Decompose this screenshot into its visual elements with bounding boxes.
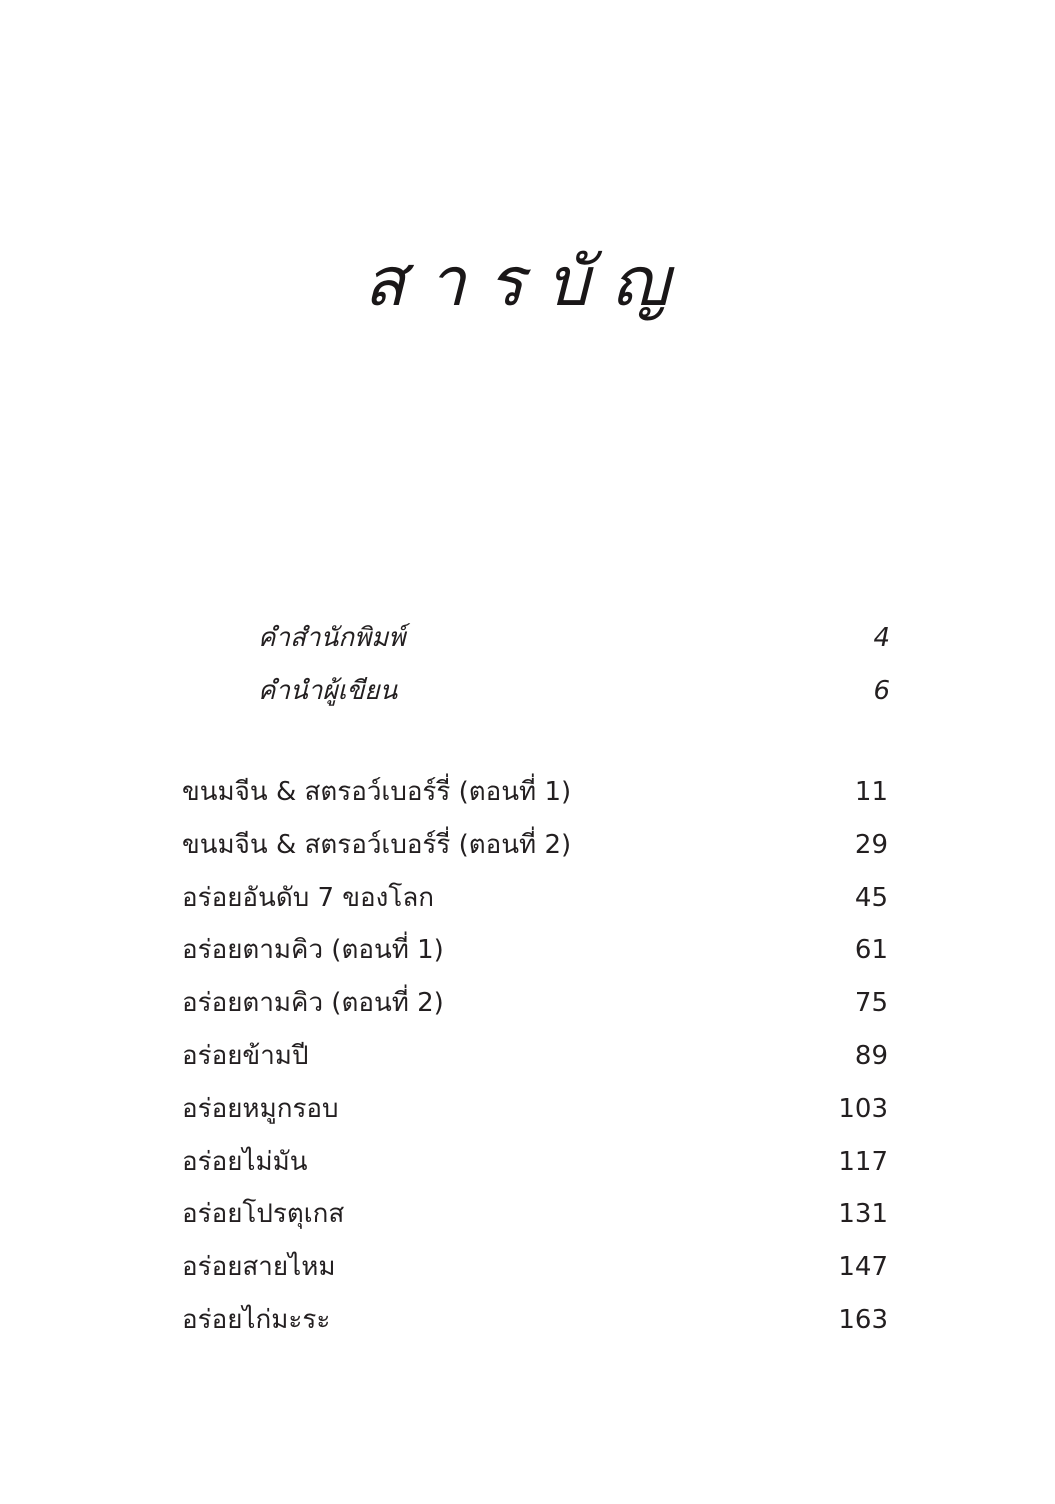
toc-entry-preface-author[interactable]	[258, 665, 890, 718]
toc-entry-label: ขนมจีน & สตรอว์เบอร์รี่ (ตอนที่ 1)	[182, 777, 572, 807]
toc-entry-label: อร่อยไม่มัน	[182, 1146, 308, 1177]
toc-entry-page-number: 29	[854, 829, 888, 860]
page-title: สารบัญ	[363, 243, 692, 322]
toc-entry-label: คำนำผู้เขียน	[258, 676, 398, 706]
toc-entry-label: อร่อยตามคิว (ตอนที่ 1)	[182, 935, 444, 966]
toc-entry-chapter[interactable]	[182, 924, 888, 977]
toc-entry-chapter[interactable]	[182, 766, 888, 819]
toc-entry-page-number: 4	[873, 623, 890, 653]
chapter-list	[182, 766, 888, 1347]
toc-entry-page-number: 75	[854, 988, 888, 1019]
toc-entry-label: อร่อยตามคิว (ตอนที่ 2)	[182, 988, 444, 1019]
toc-entry-page-number: 89	[854, 1040, 888, 1071]
toc-entry-label: อร่อยสายไหม	[182, 1252, 336, 1283]
toc-entry-page-number: 6	[873, 676, 890, 706]
toc-entry-label: คำสำนักพิมพ์	[258, 623, 406, 653]
toc-entry-page-number: 61	[854, 935, 888, 966]
toc-entry-chapter[interactable]	[182, 977, 888, 1030]
toc-entry-page-number: 147	[838, 1252, 888, 1283]
toc-entry-chapter[interactable]	[182, 872, 888, 925]
toc-entry-label: ขนมจีน & สตรอว์เบอร์รี่ (ตอนที่ 2)	[182, 829, 572, 860]
toc-entry-page-number: 103	[838, 1093, 888, 1124]
toc-entry-chapter[interactable]	[182, 819, 888, 872]
toc-entry-chapter[interactable]	[182, 1188, 888, 1241]
toc-entry-chapter[interactable]	[182, 1083, 888, 1136]
toc-entry-label: อร่อยไก่มะระ	[182, 1304, 331, 1335]
toc-entry-page-number: 45	[854, 882, 888, 913]
toc-entry-page-number: 163	[838, 1304, 888, 1335]
toc-entry-chapter[interactable]	[182, 1241, 888, 1294]
toc-entry-chapter[interactable]	[182, 1294, 888, 1347]
toc-entry-label: อร่อยโปรตุเกส	[182, 1199, 345, 1230]
toc-entry-label: อร่อยข้ามปี	[182, 1040, 309, 1071]
toc-entry-chapter[interactable]	[182, 1030, 888, 1083]
toc-entry-label: อร่อยอันดับ 7 ของโลก	[182, 882, 435, 913]
preface-list	[258, 612, 890, 718]
toc-entry-page-number: 117	[838, 1146, 888, 1177]
toc-entry-page-number: 131	[838, 1199, 888, 1230]
toc-entry-preface-publisher[interactable]	[258, 612, 890, 665]
toc-entry-page-number: 11	[854, 777, 888, 807]
toc-entry-chapter[interactable]	[182, 1136, 888, 1189]
toc-entry-label: อร่อยหมูกรอบ	[182, 1093, 339, 1124]
